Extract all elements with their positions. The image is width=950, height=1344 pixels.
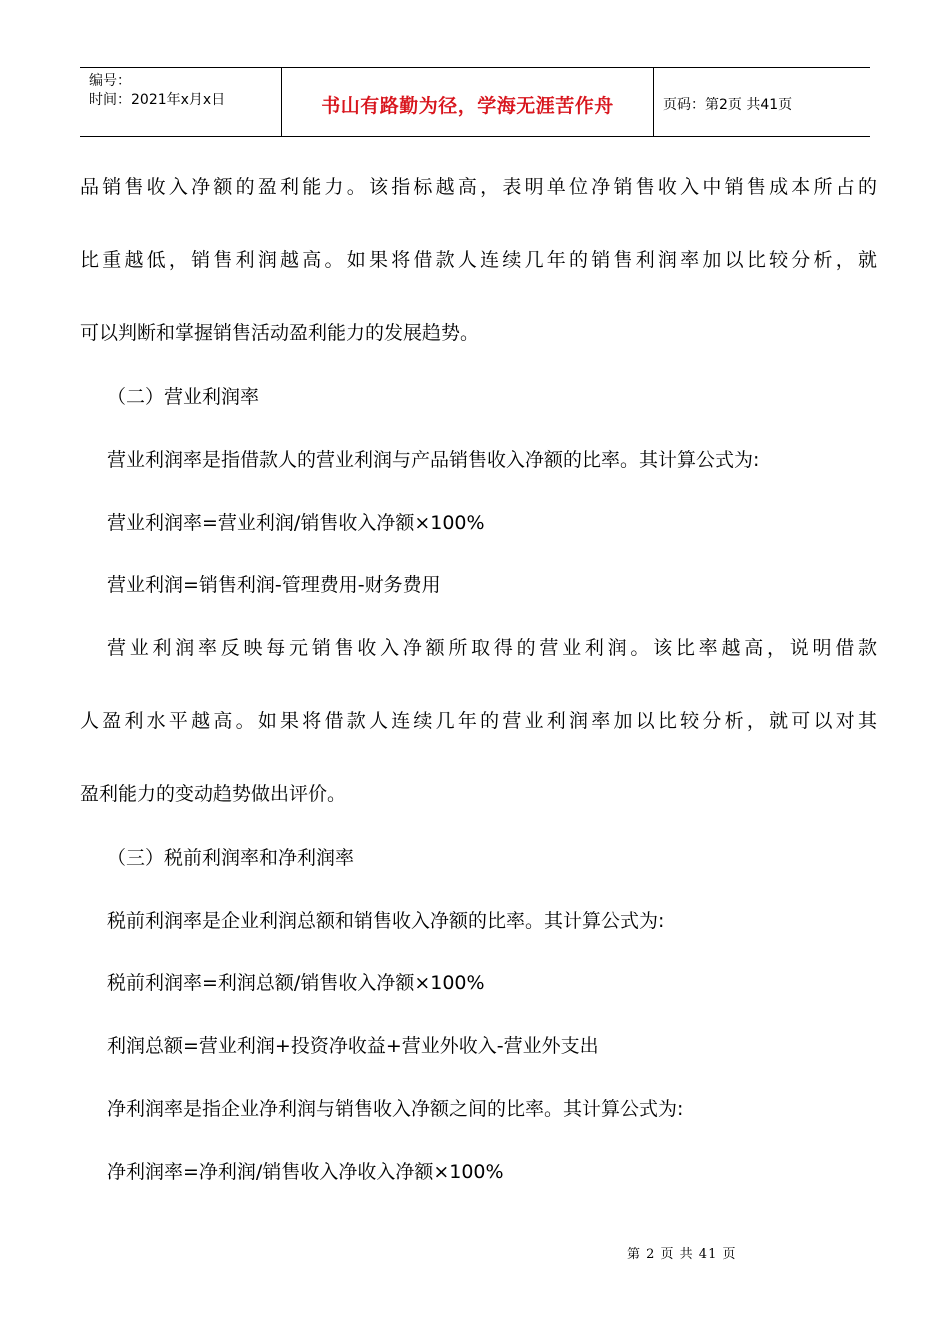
op-desc-line1: 营业利润率反映每元销售收入净额所取得的营业利润。该比率越高，说明借款 xyxy=(107,637,877,659)
time-label: 时间：2021年x月x日 xyxy=(89,92,226,108)
pretax-formula-1: 税前利润率=利润总额/销售收入净额×100% xyxy=(107,972,485,994)
section-heading-3: （三）税前利润率和净利润率 xyxy=(107,847,355,869)
page-footer: 第 2 页 共 41 页 xyxy=(627,1247,737,1262)
op-formula-2: 营业利润=销售利润-管理费用-财务费用 xyxy=(107,574,441,596)
net-definition: 净利润率是指企业净利润与销售收入净额之间的比率。其计算公式为: xyxy=(107,1098,684,1120)
para1-line2: 比重越低，销售利润越高。如果将借款人连续几年的销售利润率加以比较分析，就 xyxy=(80,249,877,271)
header-page-info: 页码：第2页 共41页 xyxy=(663,97,793,113)
op-desc-line2: 人盈利水平越高。如果将借款人连续几年的营业利润率加以比较分析，就可以对其 xyxy=(80,710,877,732)
header-motto: 书山有路勤为径，学海无涯苦作舟 xyxy=(282,68,654,136)
doc-number-label: 编号： xyxy=(89,73,131,89)
op-definition: 营业利润率是指借款人的营业利润与产品销售收入净额的比率。其计算公式为: xyxy=(107,449,760,471)
header-meta xyxy=(80,68,282,136)
op-formula-1: 营业利润率=营业利润/销售收入净额×100% xyxy=(107,512,485,534)
page-header xyxy=(80,67,870,137)
para1-line1: 品销售收入净额的盈利能力。该指标越高，表明单位净销售收入中销售成本所占的 xyxy=(80,176,877,198)
pretax-formula-2: 利润总额=营业利润+投资净收益+营业外收入-营业外支出 xyxy=(107,1035,599,1057)
net-formula: 净利润率=净利润/销售收入净收入净额×100% xyxy=(107,1161,504,1183)
para1-line3: 可以判断和掌握销售活动盈利能力的发展趋势。 xyxy=(80,322,480,344)
op-desc-line3: 盈利能力的变动趋势做出评价。 xyxy=(80,783,347,805)
section-heading-2: （二）营业利润率 xyxy=(107,386,260,408)
pretax-definition: 税前利润率是企业利润总额和销售收入净额的比率。其计算公式为: xyxy=(107,910,665,932)
